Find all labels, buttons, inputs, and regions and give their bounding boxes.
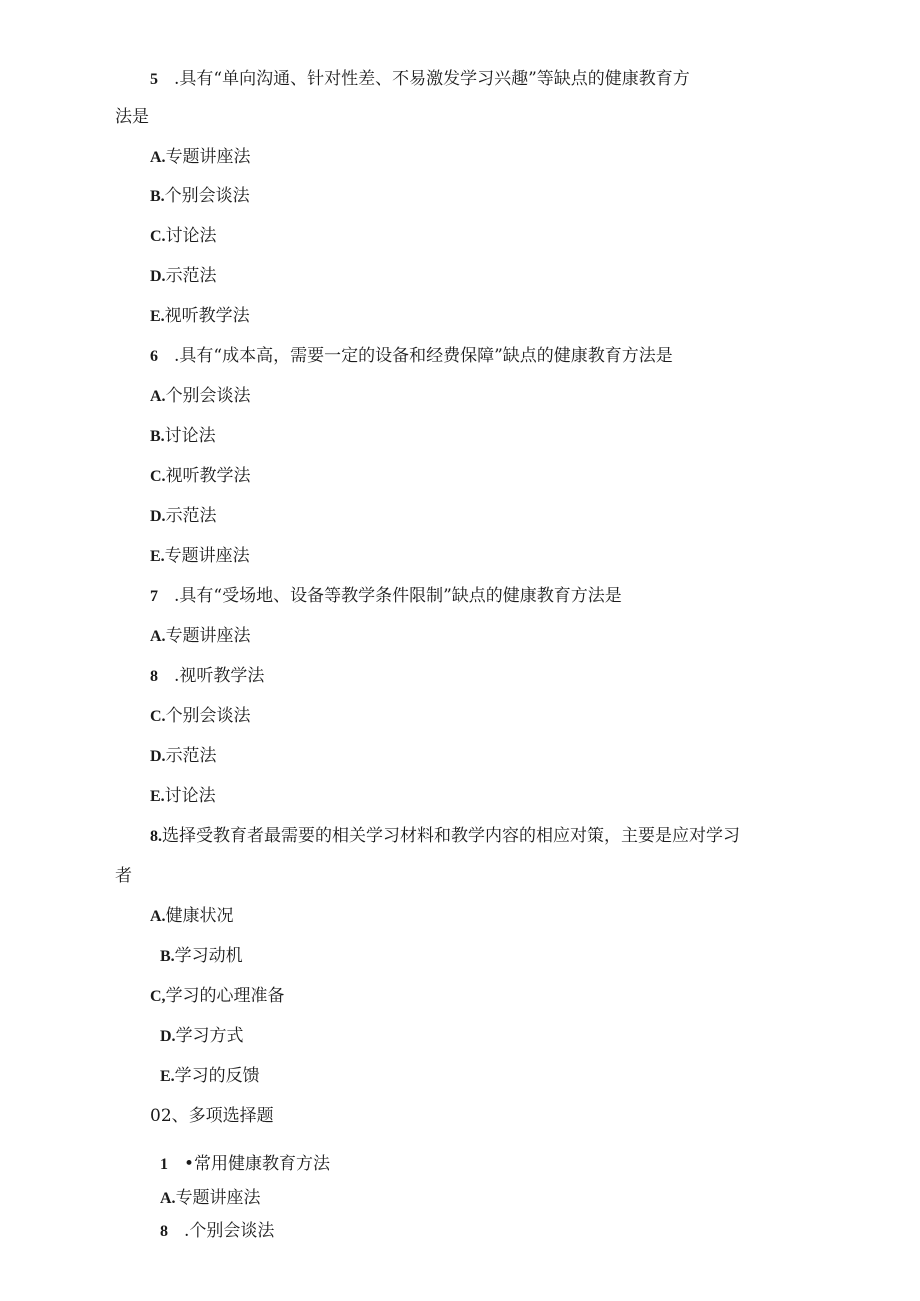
option: B.学习动机 xyxy=(160,946,243,966)
option: A.专题讲座法 xyxy=(160,1188,261,1208)
question-number: 7 xyxy=(150,588,158,605)
option: A.健康状况 xyxy=(150,906,234,926)
option: A.专题讲座法 xyxy=(150,147,251,167)
option: 8 .个别会谈法 xyxy=(160,1221,275,1241)
option: E.学习的反馈 xyxy=(160,1066,260,1086)
question-7-stem xyxy=(150,585,622,608)
option: D.示范法 xyxy=(150,506,217,526)
question-text: .具有“单向沟通、针对性差、不易激发学习兴趣”等缺点的健康教育方 xyxy=(174,69,690,89)
question-8-stem-cont: 者 xyxy=(115,866,132,886)
question-number: 6 xyxy=(150,348,158,365)
question-5-stem xyxy=(150,68,690,91)
question-number: 5 xyxy=(150,71,158,88)
option: C.讨论法 xyxy=(150,226,217,246)
question-number: 1 xyxy=(160,1156,168,1173)
question-6-stem xyxy=(150,345,673,368)
question-text: .具有“成本高，需要一定的设备和经费保障”缺点的健康教育方法是 xyxy=(174,346,673,366)
option: C.个别会谈法 xyxy=(150,706,251,726)
question-text: 选择受教育者最需要的相关学习材料和教学内容的相应对策，主要是应对学习 xyxy=(162,826,740,846)
option: B.讨论法 xyxy=(150,426,216,446)
option: C,学习的心理准备 xyxy=(150,986,285,1006)
option: B.个别会谈法 xyxy=(150,186,250,206)
question-8-stem xyxy=(150,825,740,848)
option: E.专题讲座法 xyxy=(150,546,250,566)
option: D.示范法 xyxy=(150,746,217,766)
question-number: 8. xyxy=(150,828,162,845)
question-text: •常用健康教育方法 xyxy=(184,1154,331,1174)
option: 8 .视听教学法 xyxy=(150,666,265,686)
question-text: .具有“受场地、设备等教学条件限制”缺点的健康教育方法是 xyxy=(174,586,622,606)
option: A.个别会谈法 xyxy=(150,386,251,406)
section-heading: 02、多项选择题 xyxy=(150,1106,274,1126)
multi-question-1-stem xyxy=(160,1153,330,1176)
option: C.视听教学法 xyxy=(150,466,251,486)
option: E.视听教学法 xyxy=(150,306,250,326)
option: E.讨论法 xyxy=(150,786,216,806)
option: A.专题讲座法 xyxy=(150,626,251,646)
question-5-stem-cont: 法是 xyxy=(115,107,149,127)
option: D.示范法 xyxy=(150,266,217,286)
option: D.学习方式 xyxy=(160,1026,244,1046)
